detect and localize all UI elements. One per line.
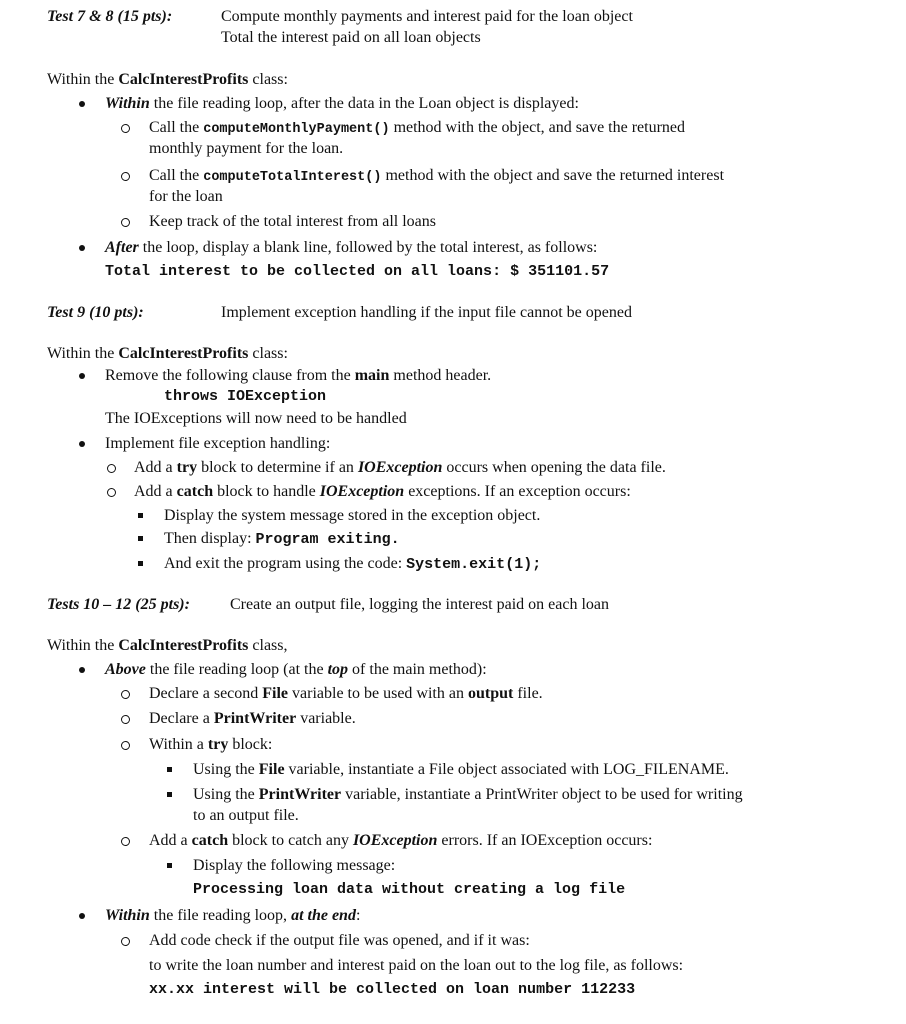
test1012-sub4-item1: Display the following message: (193, 857, 396, 874)
test9-bullet1: Remove the following clause from the main method header. (105, 367, 492, 384)
test78-sub2-cont: for the loan (149, 188, 223, 205)
test1012-sub4: Add a catch block to catch any IOException errors. If an IOException occurs: (149, 832, 653, 849)
test1012-message-code: Processing loan data without creating a log file (193, 881, 626, 898)
test9-handled-note: The IOExceptions will now need to be handled (105, 410, 407, 427)
test78-sub3: Keep track of the total interest from all loans (149, 213, 437, 230)
test78-desc-line2: Total the interest paid on all loan objects (221, 29, 481, 46)
sub-bullet-circle (121, 741, 130, 750)
test1012-sub3-item1: Using the File variable, instantiate a File object associated with LOG_FILENAME. (193, 761, 729, 778)
sub-bullet-circle (107, 488, 116, 497)
test1012-sub5-cont: to write the loan number and interest paid on the loan out to the log file, as follows: (149, 957, 684, 974)
bullet-dot (79, 441, 85, 447)
sub-bullet-circle (121, 690, 130, 699)
test78-heading: Test 7 & 8 (15 pts): (47, 8, 173, 25)
test9-desc: Implement exception handling if the input file cannot be opened (221, 304, 632, 321)
sub-bullet-circle (121, 937, 130, 946)
sub-bullet-circle (107, 464, 116, 473)
sub-bullet-circle (121, 715, 130, 724)
test1012-within-class: Within the CalcInterestProfits class, (47, 637, 288, 654)
test78-sub2: Call the computeTotalInterest() method with the object and save the returned interest (149, 167, 725, 185)
test1012-sub1: Declare a second File variable to be used with an output file. (149, 685, 543, 702)
test1012-sub5: Add code check if the output file was opened, and if it was: (149, 932, 530, 949)
test1012-bullet2: Within the file reading loop, at the end: (105, 907, 361, 924)
bullet-dot (79, 667, 85, 673)
sub-bullet-circle (121, 218, 130, 227)
test78-desc-line1: Compute monthly payments and interest paid for the loan object (221, 8, 633, 25)
test1012-heading: Tests 10 – 12 (25 pts): (47, 596, 190, 613)
bullet-dot (79, 101, 85, 107)
square-bullet (167, 767, 172, 772)
sub-bullet-circle (121, 124, 130, 133)
test1012-sub2: Declare a PrintWriter variable. (149, 710, 356, 727)
test78-sub1-cont: monthly payment for the loan. (149, 140, 344, 157)
test9-bullet2: Implement file exception handling: (105, 435, 331, 452)
test9-within-class: Within the CalcInterestProfits class: (47, 345, 288, 362)
test9-sub2: Add a catch block to handle IOException exceptions. If an exception occurs: (134, 483, 631, 500)
test1012-desc: Create an output file, logging the interest paid on each loan (230, 596, 609, 613)
test1012-bullet1: Above the file reading loop (at the top of the main method): (105, 661, 487, 678)
sub-bullet-circle (121, 172, 130, 181)
square-bullet (167, 792, 172, 797)
sub-bullet-circle (121, 837, 130, 846)
test1012-sub3-item2: Using the PrintWriter variable, instantiate a PrintWriter object to be used for writing (193, 786, 743, 803)
test1012-log-code: xx.xx interest will be collected on loan number 112233 (149, 981, 636, 998)
test78-output-code: Total interest to be collected on all loans: $ 351101.57 (105, 263, 610, 280)
test1012-sub3: Within a try block: (149, 736, 273, 753)
bullet-dot (79, 373, 85, 379)
test78-bullet2: After the loop, display a blank line, followed by the total interest, as follows: (105, 239, 598, 256)
test9-sub1: Add a try block to determine if an IOException occurs when opening the data file. (134, 459, 666, 476)
test9-heading: Test 9 (10 pts): (47, 304, 144, 321)
square-bullet (138, 561, 143, 566)
bullet-dot (79, 245, 85, 251)
test78-bullet1: Within the file reading loop, after the data in the Loan object is displayed: (105, 95, 579, 112)
test78-sub1: Call the computeMonthlyPayment() method with the object, and save the returned (149, 119, 686, 137)
test9-throws-code: throws IOException (164, 388, 327, 405)
test1012-sub3-item2-cont: to an output file. (193, 807, 299, 824)
test9-sub2-item1: Display the system message stored in the exception object. (164, 507, 541, 524)
square-bullet (167, 863, 172, 868)
test78-within-class: Within the CalcInterestProfits class: (47, 71, 288, 88)
square-bullet (138, 536, 143, 541)
test9-sub2-item2: Then display: Program exiting. (164, 530, 400, 548)
bullet-dot (79, 913, 85, 919)
square-bullet (138, 513, 143, 518)
test9-sub2-item3: And exit the program using the code: System.exit(1); (164, 555, 542, 573)
